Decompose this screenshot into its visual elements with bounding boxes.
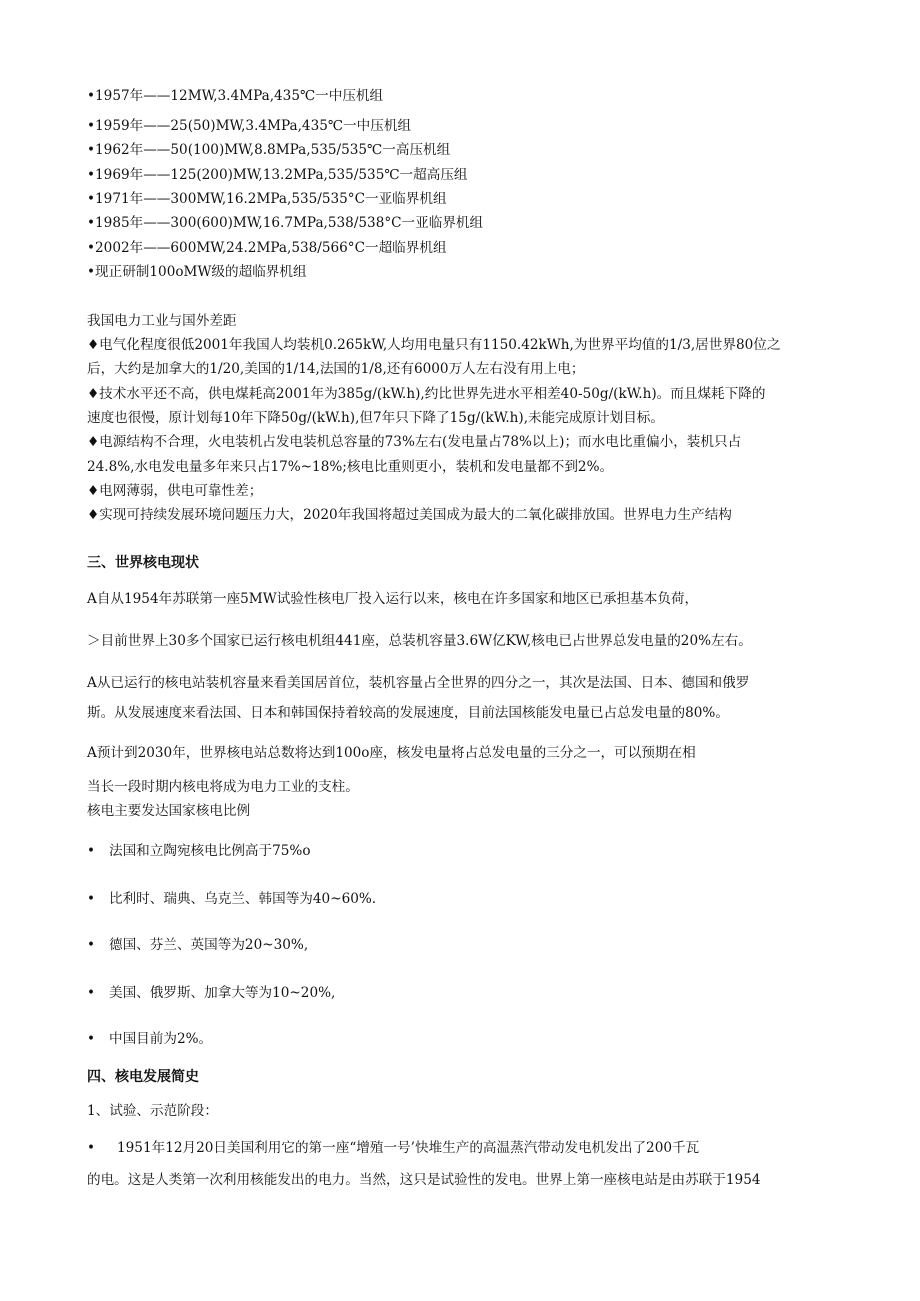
list-item-text: 中国目前为2%。 [109,1031,213,1047]
gap-paragraph-line: ♦技术水平还不高，供电煤耗高2001年为385g/(kW.h),约比世界先进水平相差40-50g/(kW.h)。而且煤耗下降的 [87,386,766,402]
list-item [87,984,335,1002]
gap-paragraph-line: ♦电源结构不合理，火电装机占发电装机总容量的73%左右(发电量占78%以上)；而水电比重偏小，装机只占 [87,434,742,450]
list-item-text: 德国、芬兰、英国等为20~30%, [109,937,309,953]
list-item [87,936,308,954]
list-item [87,1030,212,1048]
gap-paragraph-line: ♦电气化程度很低2001年我国人均装机0.265kW,人均用电量只有1150.42kWh,为世界平均值的1/3,居世界80位之 [87,337,781,353]
gap-paragraph-line: 24.8%,水电发电量多年来只占17%~18%;核电比重则更小，装机和发电量都不到2%。 [87,459,614,475]
bullet-icon: • [87,937,96,953]
timeline-item: •现正研制100oMW级的超临界机组 [87,264,307,280]
timeline-item: •2002年——600MW,24.2MPa,538/566°C一超临界机组 [87,240,447,256]
list-item-text: 1951年12月20日美国利用它的第一座“增殖一号’快堆生产的高温蒸汽带动发电机发出了200千瓦 [117,1140,700,1156]
timeline-item: •1969年——125(200)MW,13.2MPa,535/535℃一超高压组 [87,167,468,183]
gap-section-title: 我国电力工业与国外差距 [87,313,237,329]
bullet-icon: • [87,985,96,1001]
list-item-text: 比利时、瑞典、乌克兰、韩国等为40~60%. [109,891,377,907]
list-item [87,890,376,908]
stage-label: 1、试验、示范阶段： [87,1103,218,1119]
paragraph: A从已运行的核电站装机容量来看美国居首位，装机容量占全世界的四分之一，其次是法国、日本、德国和俄罗 [87,675,750,691]
bullet-icon: • [87,1031,96,1047]
list-item-text: 美国、俄罗斯、加拿大等为10~20%, [109,985,336,1001]
gap-paragraph-line: 速度也很慢，原计划每10年下降50g/(kW.h),但7年只下降了15g/(kW.h),未能完成原计划目标。 [87,410,664,426]
paragraph: 斯。从发展速度来看法国、日本和韩国保持着较高的发展速度，目前法国核能发电量已占总发电量的80%。 [87,705,729,721]
timeline-item: •1971年——300MW,16.2MPa,535/535°C一亚临界机组 [87,191,447,207]
gap-paragraph-line: ♦电网薄弱，供电可靠性差； [87,483,263,499]
list-item [87,842,311,860]
bullet-icon: • [87,1140,96,1156]
timeline-item: •1962年——50(100)MW,8.8MPa,535/535℃一高压机组 [87,142,451,158]
paragraph: 当长一段时期内核电将成为电力工业的支柱。 [87,779,359,795]
ratio-title: 核电主要发达国家核电比例 [87,803,251,819]
timeline-item: •1985年——300(600)MW,16.7MPa,538/538°C一亚临界机组 [87,215,484,231]
paragraph: 的电。这是人类第一次利用核能发出的电力。当然，这只是试验性的发电。世界上第一座核电站是由苏联于1954 [87,1172,761,1188]
paragraph: ＞目前世界上30多个国家已运行核电机组441座，总装机容量3.6W亿KW,核电已占世界总发电量的20%左右。 [87,633,752,649]
list-item-text: 法国和立陶宛核电比例高于75%o [109,843,311,859]
bullet-icon: • [87,843,96,859]
paragraph: A自从1954年苏联第一座5MW试验性核电厂投入运行以来，核电在许多国家和地区已承担基本负荷， [87,591,699,607]
list-item [87,1139,699,1157]
gap-paragraph-line: 后，大约是加拿大的1/20,美国的1/14,法国的1/8,还有6000万人左右没有用上电； [87,361,585,377]
paragraph: A预计到2030年，世界核电站总数将达到100o座，核发电量将占总发电量的三分之一，可以预期在相 [87,745,696,761]
section-heading: 三、世界核电现状 [87,555,199,571]
timeline-item: •1957年——12MW,3.4MPa,435℃一中压机组 [87,88,384,104]
section-heading: 四、核电发展简史 [87,1069,199,1085]
bullet-icon: • [87,891,96,907]
gap-paragraph-line: ♦实现可持续发展环境问题压力大，2020年我国将超过美国成为最大的二氧化碳排放国。世界电力生产结构 [87,507,732,523]
timeline-item: •1959年——25(50)MW,3.4MPa,435℃一中压机组 [87,118,412,134]
